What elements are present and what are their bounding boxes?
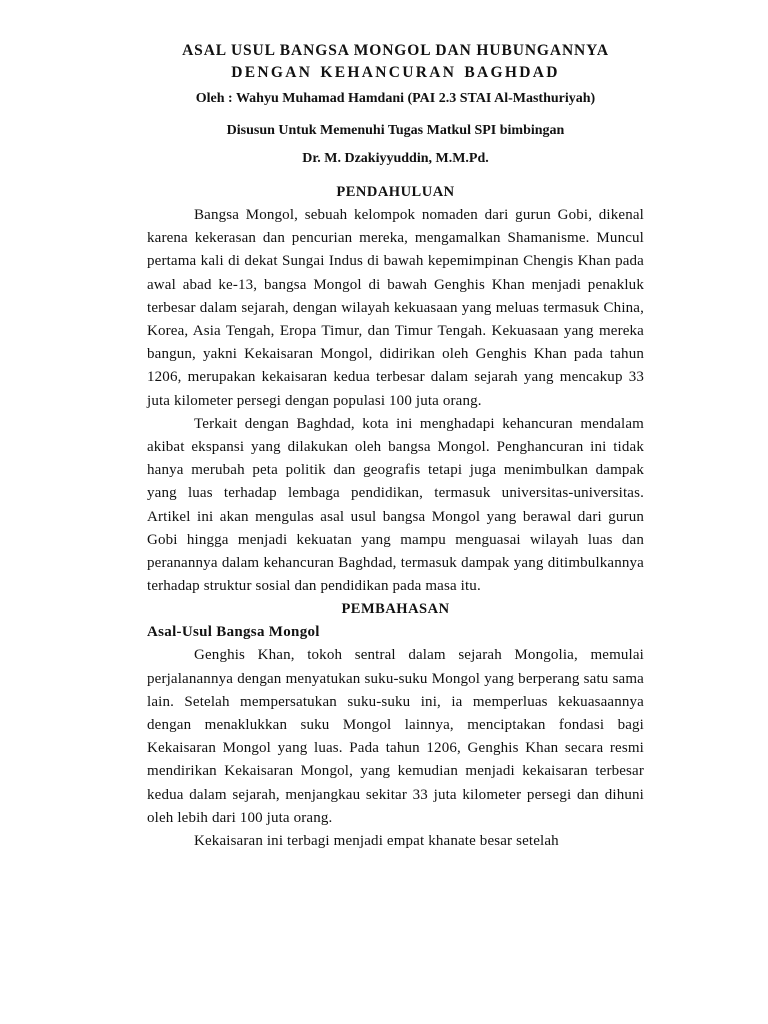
paragraph: Kekaisaran ini terbagi menjadi empat khanate besar setelah [194, 833, 559, 850]
document-title-line-2: DENGAN KEHANCURAN BAGHDAD [231, 64, 560, 81]
author-line: Oleh : Wahyu Muhamad Hamdani (PAI 2.3 STAI Al-Masthuriyah) [195, 91, 596, 106]
section-heading: PENDAHULUAN [336, 184, 455, 200]
paragraph: Bangsa Mongol, sebuah kelompok nomaden dari gurun Gobi, dikenal karena kekerasan dan pencurian mereka, mengamalkan Shamanisme. Muncul pertama kali di dekat Sungai Indus di bawah kepemimpinan Chengis Khan pada awal abad ke-13, bangsa Mongol di bawah Genghis Khan menjadi penakluk terbesar dalam sejarah, dengan wilayah kekuasaan yang meluas termasuk China, Korea, Asia Tengah, Eropa Timur, dan Timur Tengah. Kekuasaan yang mereka bangun, yakni Kekaisaran Mongol, didirikan oleh Genghis Khan pada tahun 1206, merupakan kekaisaran kedua terbesar dalam sejarah yang mencakup 33 juta kilometer persegi dengan populasi 100 juta orang. [147, 207, 644, 409]
document-content [147, 40, 644, 853]
subsection-heading: Asal-Usul Bangsa Mongol [147, 624, 320, 641]
paragraph: Terkait dengan Baghdad, kota ini menghadapi kehancuran mendalam akibat ekspansi yang dilakukan oleh bangsa Mongol. Penghancuran ini tidak hanya merubah peta politik dan geografis tetapi juga menimbulkan dampak yang luas terhadap lembaga pendidikan, termasuk universitas-universitas. Artikel ini akan mengulas asal usul bangsa Mongol yang berawal dari gurun Gobi hingga menjadi kekuatan yang mampu menguasai wilayah luas dan peranannya dalam kehancuran Baghdad, termasuk dampak yang ditimbulkannya terhadap struktur sosial dan pendidikan pada masa itu. [147, 415, 644, 595]
paragraph: Genghis Khan, tokoh sentral dalam sejarah Mongolia, memulai perjalanannya dengan menyatukan suku-suku Mongol yang berperang satu sama lain. Setelah mempersatukan suku-suku ini, ia memperluas kekuasaannya dengan menaklukkan suku Mongol lainnya, menciptakan fondasi bagi Kekaisaran Mongol yang luas. Pada tahun 1206, Genghis Khan secara resmi mendirikan Kekaisaran Mongol, yang kemudian menjadi kekaisaran terbesar kedua dalam sejarah, menjangkau sekitar 33 juta kilometer persegi dan dihuni oleh lebih dari 100 juta orang. [147, 647, 644, 826]
section-heading: PEMBAHASAN [341, 601, 450, 618]
purpose-line: Disusun Untuk Memenuhi Tugas Matkul SPI bimbingan [226, 123, 565, 138]
section-pembahasan [147, 598, 644, 853]
document-title-line-1: ASAL USUL BANGSA MONGOL DAN HUBUNGANNYA [182, 42, 609, 59]
section-pendahuluan [147, 181, 644, 598]
supervisor-line: Dr. M. Dzakiyyuddin, M.M.Pd. [302, 151, 489, 166]
